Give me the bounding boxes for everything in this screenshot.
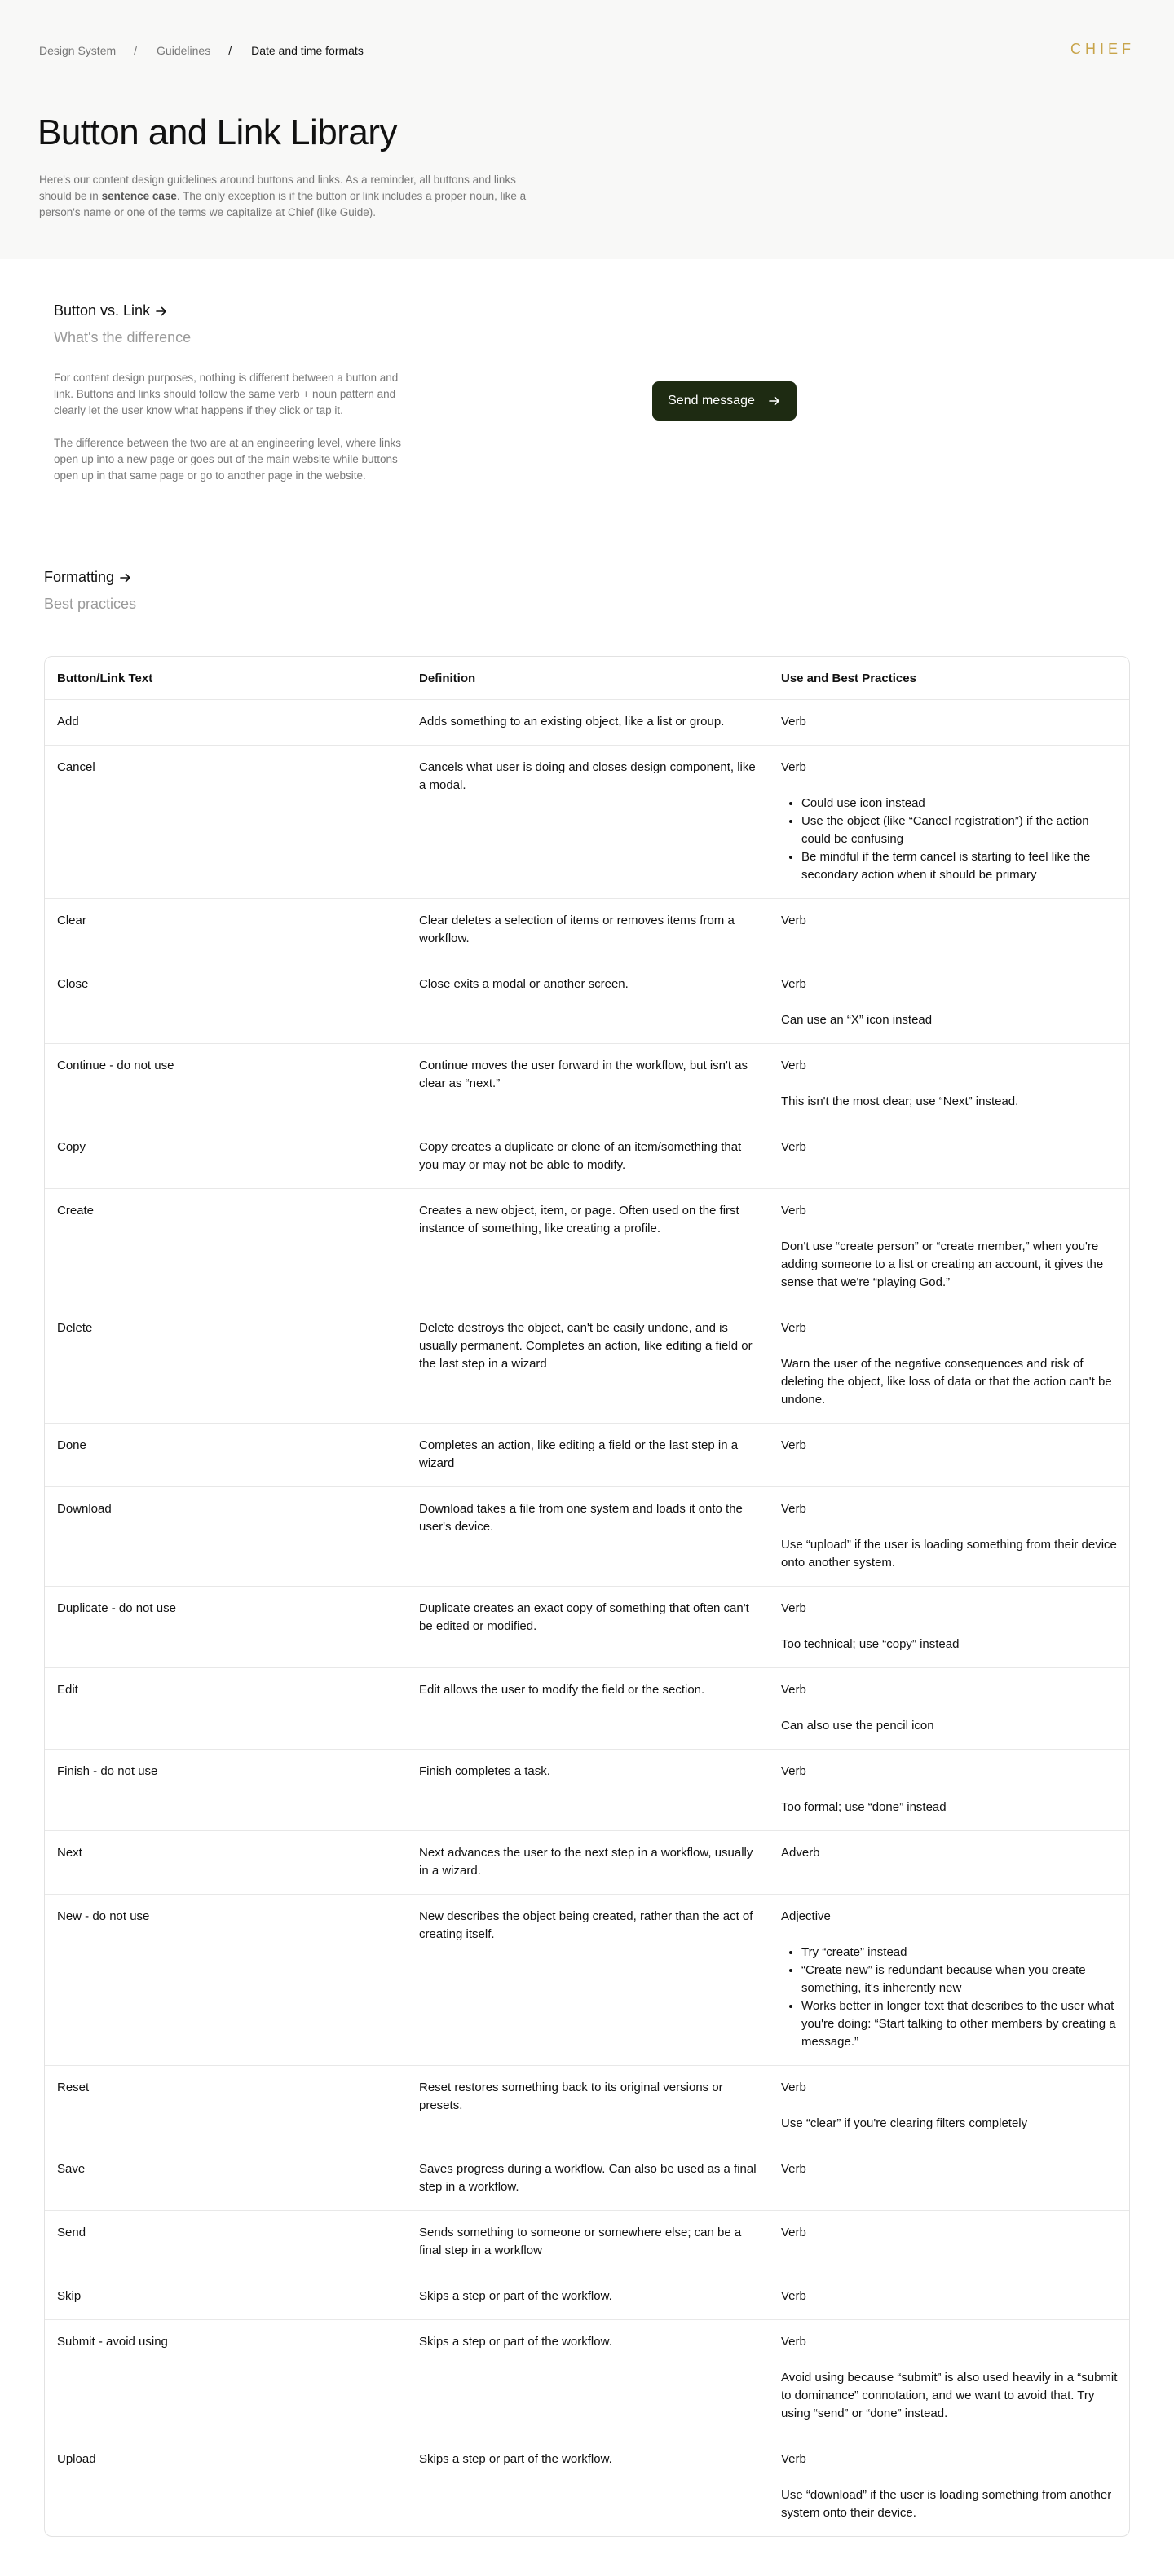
button-vs-link-paragraph: The difference between the two are at an engineering level, where links open up into a new page or goes out of the main website while buttons open up in that same page or go to another page in the website. [54,437,402,482]
cell-use [769,2079,1130,2133]
column-header: Button/Link Text [57,672,153,685]
page-header [0,0,1174,259]
cell-use [769,1202,1130,1292]
cell-definition: Creates a new object, item, or page. Often used on the first instance of something, like creating a profile. [419,1204,739,1235]
arrow-right-icon [768,394,781,407]
cell-use [769,1763,1130,1816]
cell-definition: New describes the object being created, rather than the act of creating itself. [419,1909,753,1941]
cell-use-type: Verb [781,2335,806,2349]
send-message-button[interactable] [652,381,797,421]
cell-definition: Reset restores something back to its original versions or presets. [419,2081,723,2112]
breadcrumb-current: Date and time formats [251,44,364,57]
cell-use-note: Too technical; use “copy” instead [781,1637,960,1651]
cell-use-type: Verb [781,977,806,991]
section-title-text: Formatting [44,569,115,585]
section-subtitle: Best practices [44,596,137,612]
cell-use [769,1500,1130,1572]
cell-button-text: Cancel [57,760,95,774]
page-title: Button and Link Library [38,112,398,152]
bullet-item: • Could use icon instead [801,795,1119,812]
cell-definition: Close exits a modal or another screen. [419,977,629,991]
button-vs-link-paragraph: For content design purposes, nothing is different between a button and link. Buttons and links should follow the same verb + noun pattern and clearly let the user know what happens if they click or tap it. [54,372,399,416]
cell-button-text: Clear [57,914,86,927]
bullet-item: • Works better in longer text that describes to the user what you're doing: “Start talking to other members by creating a message.” [801,1997,1119,2051]
section-title-text: Button vs. Link [54,302,151,319]
section-subtitle: What's the difference [54,329,192,346]
table-row [45,1486,1129,1586]
cell-use-type: Verb [781,1140,806,1154]
breadcrumb-separator: / [134,44,138,57]
cell-use-note: Can use an “X” icon instead [781,1013,933,1027]
cell-use [769,1319,1130,1409]
cell-button-text: Download [57,1502,112,1516]
intro-text [39,172,536,221]
cell-definition: Delete destroys the object, can't be easily undone, and is usually permanent. Completes an action, like editing a field or the last step in a wizard [419,1321,753,1371]
cell-definition: Clear deletes a selection of items or removes items from a workflow. [419,914,735,945]
cell-use [769,713,1130,731]
cell-button-text: Reset [57,2081,90,2094]
cell-definition: Skips a step or part of the workflow. [419,2335,612,2349]
cell-use-type: Verb [781,1204,806,1218]
bullet-item: • Try “create” instead [801,1944,1119,1962]
cell-use [769,912,1130,948]
cell-button-text: Next [57,1846,82,1860]
cell-use-note: Use “upload” if the user is loading something from their device onto another system. [781,1538,1117,1570]
cell-use-type: Adverb [781,1846,820,1860]
cell-definition: Sends something to someone or somewhere else; can be a final step in a workflow [419,2226,742,2257]
cell-definition: Finish completes a task. [419,1764,550,1778]
cell-use-type: Verb [781,2081,806,2094]
cell-use-type: Verb [781,1764,806,1778]
page-bottom-spacer [0,2537,1174,2576]
cell-button-text: Add [57,715,79,729]
cell-use [769,1844,1130,1880]
cell-button-text: Copy [57,1140,86,1154]
cell-use-note: Don't use “create person” or “create member,” when you're adding someone to a list or creating an account, it gives the sense that we're “playing God.” [781,1240,1104,1289]
section-heading [54,302,191,346]
cell-use-type: Verb [781,1601,806,1615]
breadcrumb [39,44,364,57]
cell-button-text: Finish - do not use [57,1764,158,1778]
cell-use [769,2288,1130,2305]
table-row [45,1125,1129,1188]
breadcrumb-separator: / [228,44,232,57]
cell-button-text: Create [57,1204,95,1218]
table-row [45,1423,1129,1486]
section-heading [44,569,1130,656]
cell-use-note: This isn't the most clear; use “Next” instead. [781,1094,1019,1108]
cell-button-text: Done [57,1438,86,1452]
send-message-label: Send message [668,394,755,407]
cell-use [769,1057,1130,1111]
cell-button-text: Edit [57,1683,78,1697]
table-row [45,1749,1129,1830]
table-row [45,1043,1129,1125]
cell-use [769,2333,1130,2423]
cell-use [769,1908,1130,2051]
cell-definition: Skips a step or part of the workflow. [419,2452,612,2466]
cell-use-note: Use “clear” if you're clearing filters completely [781,2116,1028,2130]
table-row [45,2065,1129,2147]
table-row [45,745,1129,898]
table-row [45,1188,1129,1306]
table-row [45,1894,1129,2065]
cell-use [769,1600,1130,1653]
cell-use [769,1138,1130,1174]
cell-button-text: Send [57,2226,86,2239]
cell-use [769,1437,1130,1473]
cell-use-bullets [781,1944,1119,2051]
cell-use-type: Verb [781,1059,806,1072]
table-row [45,962,1129,1043]
breadcrumb-design-system[interactable]: Design System [39,44,117,57]
cell-use-type: Verb [781,2162,806,2176]
cell-button-text: Submit - avoid using [57,2335,168,2349]
cell-button-text: Save [57,2162,86,2176]
table-row [45,2147,1129,2210]
cell-definition: Cancels what user is doing and closes design component, like a modal. [419,760,756,792]
bullet-item: • Be mindful if the term cancel is starting to feel like the secondary action when it should be primary [801,848,1119,884]
cell-use-note: Warn the user of the negative consequences and risk of deleting the object, like loss of data or that the action can't be undone. [781,1357,1112,1407]
cell-definition: Saves progress during a workflow. Can also be used as a final step in a workflow. [419,2162,757,2194]
cell-button-text: Delete [57,1321,93,1335]
button-vs-link-section [0,259,1174,569]
section-title[interactable] [44,569,1130,586]
bullet-item: • Use the object (like “Cancel registration”) if the action could be confusing [801,812,1119,848]
arrow-right-icon [155,305,168,318]
cell-use-type: Verb [781,1438,806,1452]
cell-use [769,2160,1130,2196]
table-row [45,1667,1129,1749]
cell-use-type: Adjective [781,1909,831,1923]
cell-button-text: Skip [57,2289,82,2303]
cell-definition: Completes an action, like editing a field or the last step in a wizard [419,1438,739,1470]
cell-use-note: Can also use the pencil icon [781,1719,934,1733]
column-header: Definition [419,672,476,685]
cell-button-text: Upload [57,2452,96,2466]
cell-button-text: New - do not use [57,1909,150,1923]
cell-use-type: Verb [781,2289,806,2303]
cell-definition: Continue moves the user forward in the workflow, but isn't as clear as “next.” [419,1059,748,1090]
section-title[interactable] [54,302,191,319]
table-row [45,699,1129,745]
cell-use [769,975,1130,1029]
cell-use [769,2224,1130,2260]
cell-button-text: Continue - do not use [57,1059,174,1072]
column-header: Use and Best Practices [781,672,916,685]
cell-definition: Skips a step or part of the workflow. [419,2289,612,2303]
cell-use [769,759,1130,884]
brand-logo[interactable]: CHIEF [1070,41,1135,57]
cell-definition: Next advances the user to the next step in a workflow, usually in a wizard. [419,1846,753,1878]
cell-use-note: Avoid using because “submit” is also used heavily in a “submit to dominance” connotation, and we want to avoid that. Try using “send” or “done” instead. [781,2371,1118,2420]
cell-use [769,2451,1130,2522]
cell-use-type: Verb [781,1683,806,1697]
table-row [45,898,1129,962]
table-row [45,2437,1129,2536]
table-row [45,1830,1129,1894]
breadcrumb-guidelines[interactable]: Guidelines [157,44,211,57]
cell-use-type: Verb [781,2226,806,2239]
cell-definition: Download takes a file from one system and loads it onto the user's device. [419,1502,743,1534]
cell-definition: Adds something to an existing object, like a list or group. [419,715,725,729]
arrow-right-icon [119,571,132,584]
cell-definition: Duplicate creates an exact copy of something that often can't be edited or modified. [419,1601,749,1633]
button-link-table [44,656,1130,2537]
cell-use-type: Verb [781,914,806,927]
cell-use-type: Verb [781,2452,806,2466]
formatting-section [0,569,1174,2537]
intro-text-part: Here's our content design guidelines around buttons and links. As a reminder, all buttons and links should be in [39,174,516,202]
intro-emphasis: sentence case [101,190,177,202]
table-row [45,1306,1129,1423]
table-header-row [45,657,1129,699]
cell-use-type: Verb [781,1502,806,1516]
cell-use-note: Too formal; use “done” instead [781,1800,947,1814]
cell-use-type: Verb [781,760,806,774]
table-row [45,1586,1129,1667]
cell-use-note: Use “download” if the user is loading something from another system onto their device. [781,2488,1112,2520]
cell-definition: Copy creates a duplicate or clone of an item/something that you may or may not be able to modify. [419,1140,742,1172]
table-row [45,2274,1129,2319]
cell-button-text: Duplicate - do not use [57,1601,176,1615]
cell-use [769,1681,1130,1735]
table-row [45,2210,1129,2274]
intro-text-part: . The only exception is if the button or link includes a proper noun, like a person's name or one of the terms we capitalize at Chief (like Guide). [39,190,527,218]
cell-button-text: Close [57,977,89,991]
table-row [45,2319,1129,2437]
cell-use-type: Verb [781,715,806,729]
cell-use-type: Verb [781,1321,806,1335]
cell-use-bullets [781,795,1119,884]
cell-definition: Edit allows the user to modify the field or the section. [419,1683,705,1697]
bullet-item: • “Create new” is redundant because when you create something, it's inherently new [801,1962,1119,1997]
